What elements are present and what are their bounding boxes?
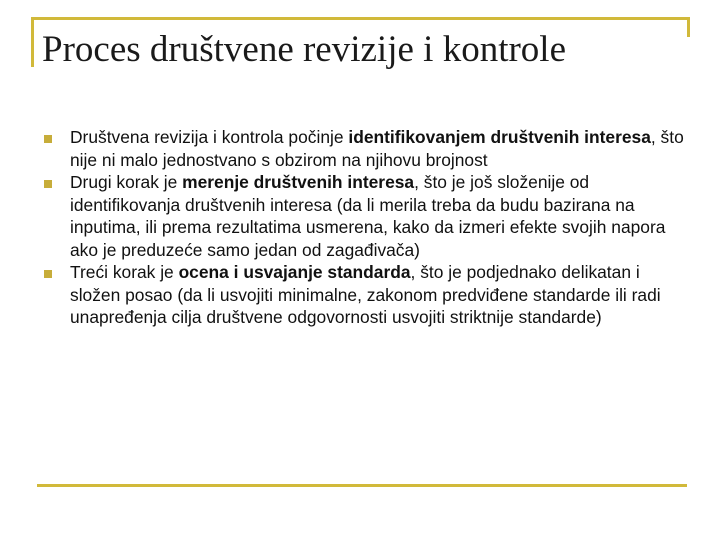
bullet-text-rest: , što nije ni malo jednostvano s obzirom na njihovu brojnost <box>70 127 684 170</box>
bullet-text-lead: Drugi korak je <box>70 172 183 192</box>
bullet-text-emphasis: identifikovanjem društvenih interesa <box>348 127 651 147</box>
frame-left-line <box>31 17 34 67</box>
frame-top-line <box>31 17 690 20</box>
bullet-item <box>44 171 684 261</box>
slide-title: Proces društvene revizije i kontrole <box>42 29 566 70</box>
bullet-text-rest: , što je još složenije od identifikovanja društvenih interesa (da li merila treba da budu bazirana na inputima, ili prema rezultatima usmerena, kako da izmeri efekte svojih napora ako je preduzeće samo jedan od zagađivača) <box>70 172 666 260</box>
frame-right-line <box>687 17 690 37</box>
bullet-item <box>44 261 684 329</box>
bullet-text <box>70 262 661 327</box>
bullet-text-lead: Treći korak je <box>70 262 179 282</box>
bullet-item <box>44 126 684 171</box>
bullet-text-rest: , što je podjednako delikatan i složen posao (da li usvojiti minimalne, zakonom predviđene standarde ili radi unapređenja cilja društvene odgovornosti usvojiti striktnije standarde) <box>70 262 661 327</box>
bullet-text-emphasis: merenje društvenih interesa <box>182 172 415 192</box>
bullet-text-lead: Društvena revizija i kontrola počinje <box>70 127 349 147</box>
bullet-text <box>70 172 665 260</box>
square-bullet-icon <box>44 135 52 143</box>
bullet-text-emphasis: ocena i usvajanje standarda <box>178 262 411 282</box>
bullet-list <box>44 126 684 329</box>
square-bullet-icon <box>44 180 52 188</box>
bullet-text <box>70 127 684 170</box>
square-bullet-icon <box>44 270 52 278</box>
frame-bottom-line <box>37 484 687 487</box>
